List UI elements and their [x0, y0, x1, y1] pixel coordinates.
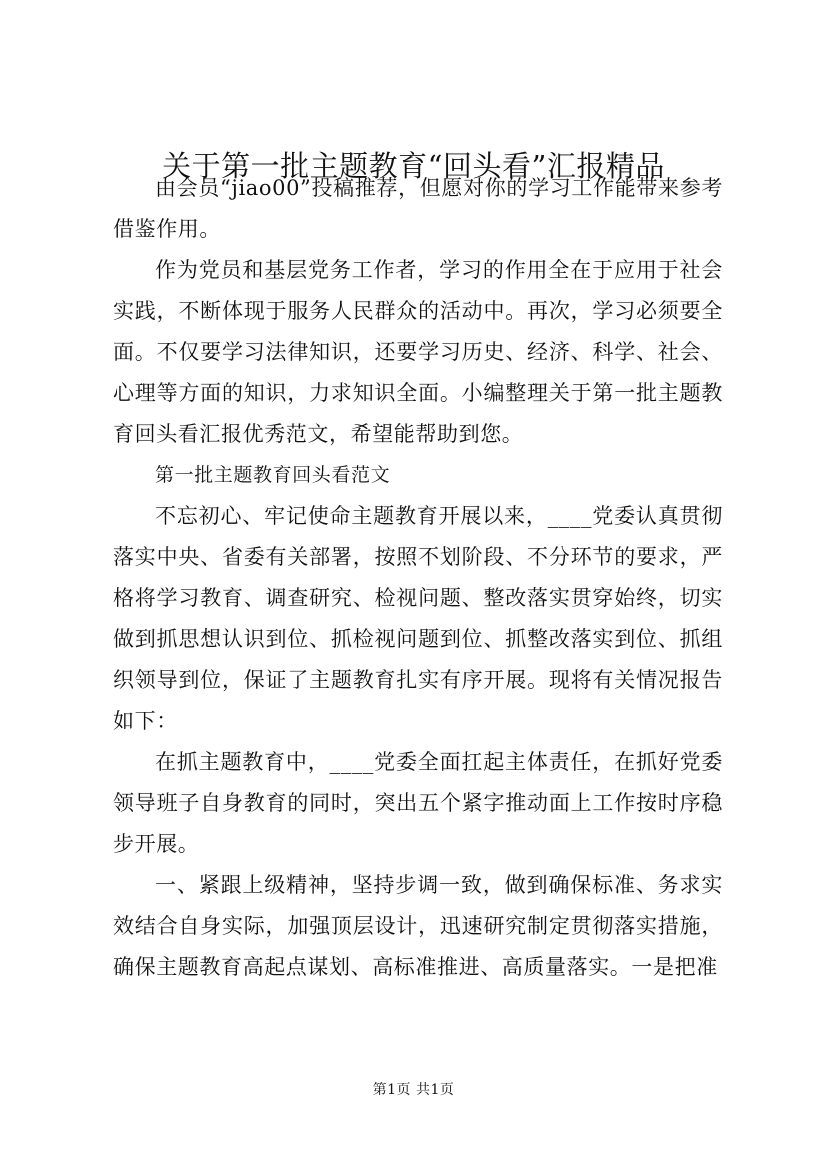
paragraph-preface: 作为党员和基层党务工作者，学习的作用全在于应用于社会实践，不断体现于服务人民群众的活动中。再次，学习必须要全面。不仅要学习法律知识，还要学习历史、经济、科学、社会、心理等方面的知识，力求知识全面。小编整理关于第一批主题教育回头看汇报优秀范文，希望能帮助到您。 [113, 258, 723, 446]
document-body [113, 168, 723, 988]
paragraph-overview: 不忘初心、牢记使命主题教育开展以来，____党委认真贯彻落实中央、省委有关部署，按照不划阶段、不分环节的要求，严格将学习教育、调查研究、检视问题、整改落实贯穿始终，切实做到抓思想认识到位、抓检视问题到位、抓整改落实到位、抓组织领导到位，保证了主题教育扎实有序开展。现将有关情况报告如下： [113, 504, 723, 733]
section-heading: 第一批主题教育回头看范文 [155, 464, 391, 486]
page-footer: 第1页 共1页 [372, 1082, 455, 1098]
paragraph-point-one: 一、紧跟上级精神，坚持步调一致，做到确保标准、务求实效结合自身实际，加强顶层设计，迅速研究制定贯彻落实措施，确保主题教育高起点谋划、高标准推进、高质量落实。一是把准 [113, 873, 723, 979]
paragraph-intro: 由会员“jiao00”投稿推荐，但愿对你的学习工作能带来参考借鉴作用。 [113, 176, 723, 241]
paragraph-responsibility: 在抓主题教育中，____党委全面扛起主体责任，在抓好党委领导班子自身教育的同时，突出五个紧字推动面上工作按时序稳步开展。 [113, 750, 723, 856]
document-title: 关于第一批主题教育“回头看”汇报精品 [162, 149, 665, 183]
